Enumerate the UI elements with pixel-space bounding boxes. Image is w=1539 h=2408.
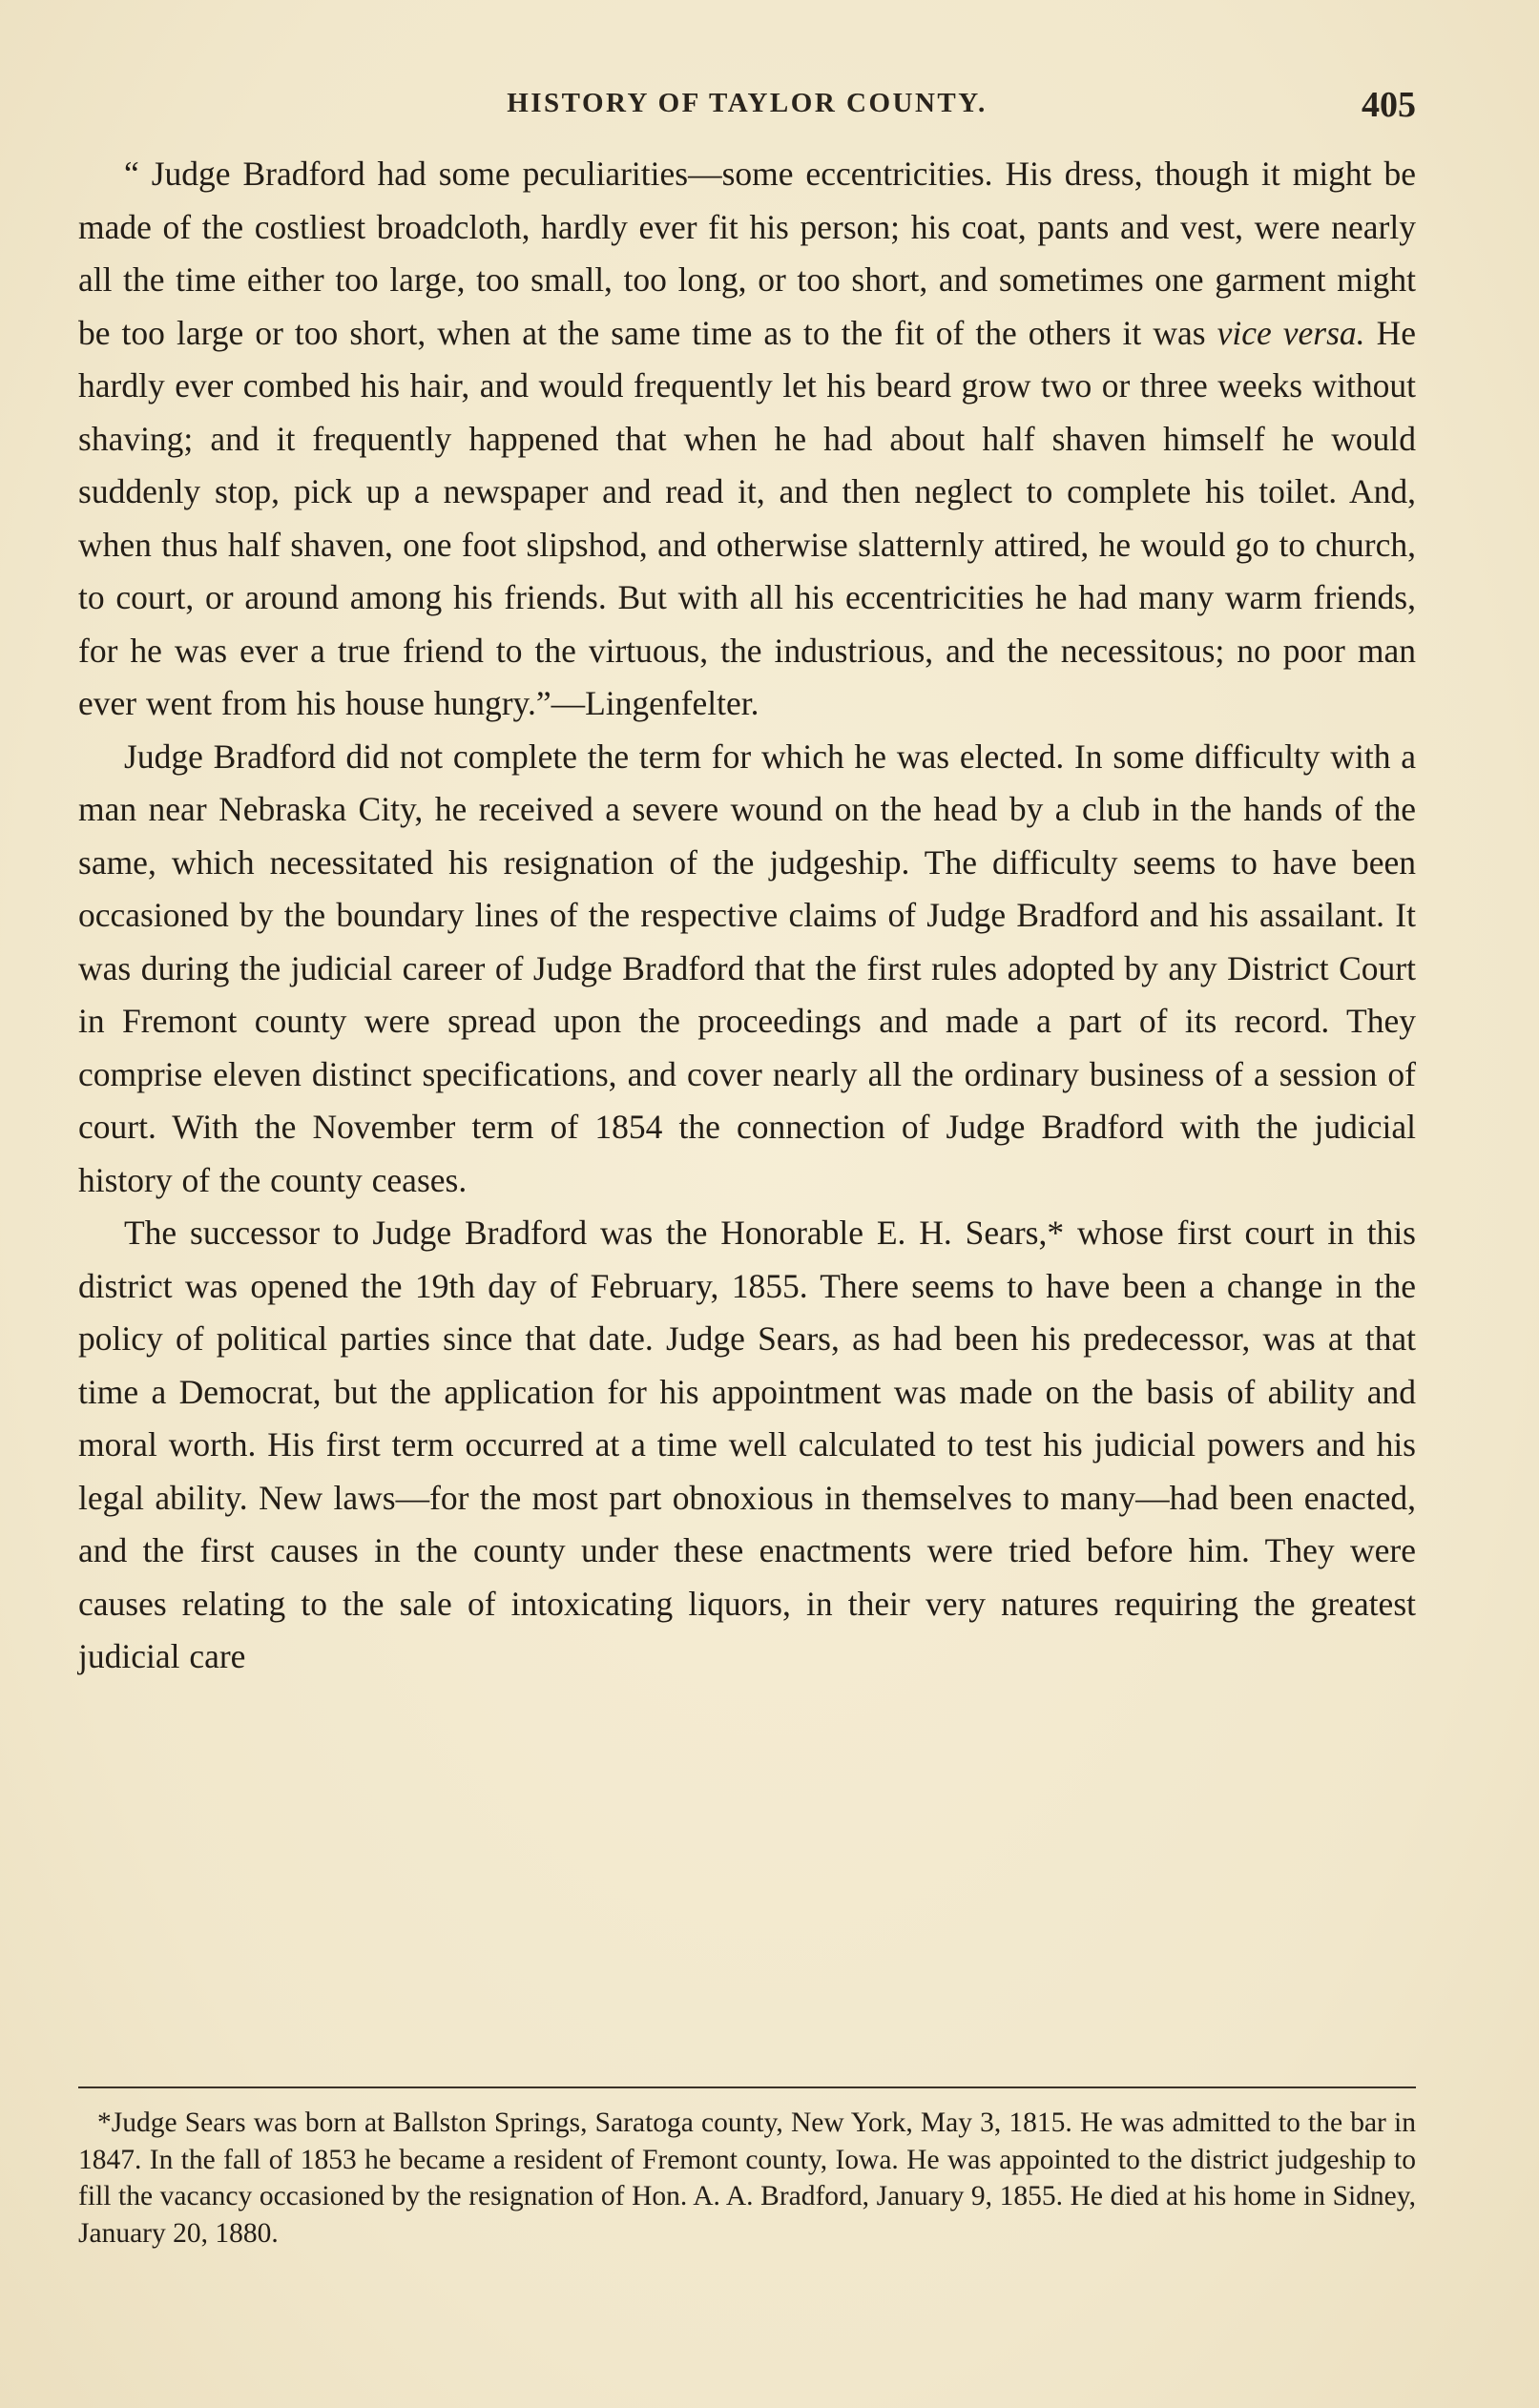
page-header bbox=[78, 84, 1416, 132]
paragraph-sears-successor: The successor to Judge Bradford was the Honorable E. H. Sears,* whose first court in this district was opened the 19th day of February, 1855. There seems to have been a change in the policy of political parties since that date. Judge Sears, as had been his predecessor, was at that time a Democrat, but the application for his appointment was made on the basis of ability and moral worth. His first term occurred at a time well calculated to test his judicial powers and his legal ability. New laws—for the most part obnoxious in themselves to many—had been enacted, and the first causes in the county under these enactments were tried before him. They were causes relating to the sale of intoxicating liquors, in their very natures requiring the greatest judicial care bbox=[78, 1214, 1416, 1675]
footnote-divider bbox=[78, 2086, 1416, 2088]
page-number: 405 bbox=[1362, 85, 1416, 125]
footnote: *Judge Sears was born at Ballston Springs, Saratoga county, New York, May 3, 1815. He was admitted to the bar in 1847. In the fall of 1853 he became a resident of Fremont county, Iowa. He was appointed to the district judgeship to fill the vacancy occasioned by the resignation of Hon. A. A. Bradford, January 9, 1855. He died at his home in Sidney, January 20, 1880. bbox=[78, 2107, 1416, 2249]
paragraph-bradford-quote bbox=[78, 148, 1416, 731]
quote-text-start: “ Judge Bradford had some peculiarities—some eccentricities. His dress, though it might be made of the costliest broadcloth, hardly ever fit his person; his coat, pants and vest, were nearly all the time either too large, too small, too long, or too short, and sometimes one garment might be too large or too short, when at the same time as to the fit of the others it was bbox=[78, 155, 1416, 352]
italic-phrase: vice versa. bbox=[1217, 313, 1365, 352]
quote-text-end: He hardly ever combed his hair, and would frequently let his beard grow two or three weeks without shaving; and it frequently happened that when he had about half shaven himself he would suddenly stop, pick up a newspaper and read it, and then neglect to complete his toilet. And, when thus half shaven, one foot slipshod, and otherwise slatternly attired, he would go to church, to court, or around among his friends. But with all his eccentricities he had many warm friends, for he was ever a true friend to the virtuous, the industrious, and the necessitous; no poor man ever went from his house hungry.”—Lingenfelter. bbox=[78, 313, 1416, 722]
main-text bbox=[78, 148, 1416, 1684]
running-head: HISTORY OF TAYLOR COUNTY. bbox=[507, 88, 988, 118]
paragraph-bradford-term: Judge Bradford did not complete the term for which he was elected. In some difficulty with a man near Nebraska City, he received a severe wound on the head by a club in the hands of the same, which necessitated his resignation of the judgeship. The difficulty seems to have been occasioned by the boundary lines of the respective claims of Judge Bradford and his assailant. It was during the judicial career of Judge Bradford that the first rules adopted by any District Court in Fremont county were spread upon the proceedings and made a part of its record. They comprise eleven distinct specifications, and cover nearly all the ordinary business of a session of court. With the November term of 1854 the connection of Judge Bradford with the judicial history of the county ceases. bbox=[78, 737, 1416, 1199]
